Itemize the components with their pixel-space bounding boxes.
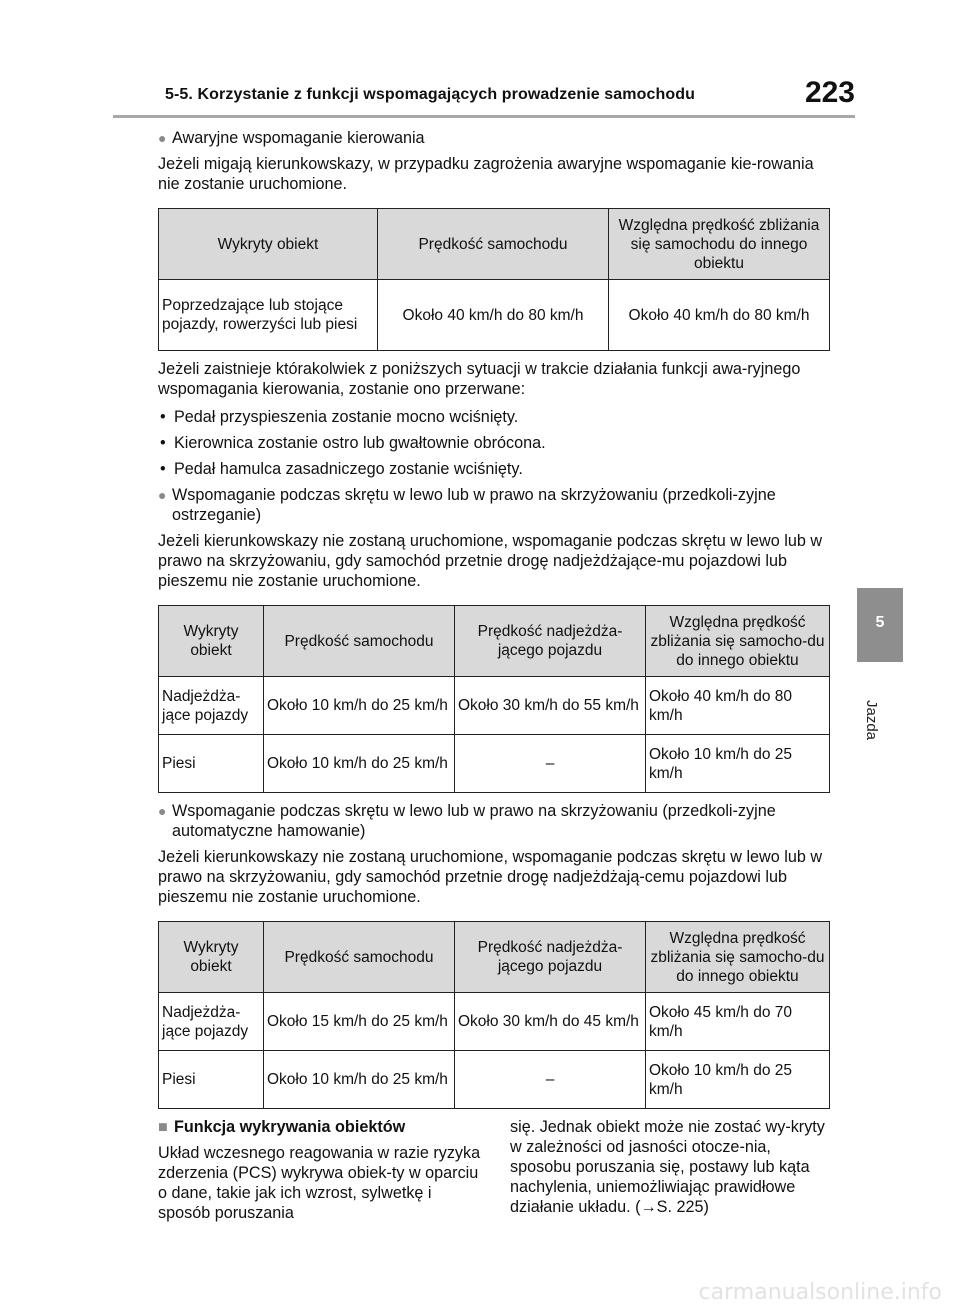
- table-row: [159, 1051, 830, 1109]
- table-cell: Nadjeżdża-jące pojazdy: [159, 677, 264, 735]
- table-cell: Około 10 km/h do 25 km/h: [646, 735, 830, 793]
- page-content: [158, 128, 830, 1227]
- chapter-side-label: Jazda: [863, 700, 880, 741]
- watermark: carmanualsonline.info: [698, 1280, 942, 1305]
- chapter-title: 5-5. Korzystanie z funkcji wspomagających prowadzenie samochodu: [165, 86, 695, 103]
- table-header-cell: Wykryty obiekt: [159, 209, 378, 280]
- table-row: [159, 735, 830, 793]
- paragraph: Jeżeli migają kierunkowskazy, w przypadku zagrożenia awaryjne wspomaganie kie-rowania nie zostanie uruchomione.: [158, 155, 814, 193]
- paragraph: Jeżeli zaistnieje którakolwiek z poniższych sytuacji w trakcie działania funkcji awa-ryjnego wspomagania kierowania, zostanie ono przerwane:: [158, 360, 801, 398]
- table-header-cell: Wykryty obiekt: [159, 606, 264, 677]
- table-header-cell: Względna prędkość zbliżania się samocho-du do innego obiektu: [646, 606, 830, 677]
- page-number: 223: [804, 76, 855, 109]
- table-cell: Około 10 km/h do 25 km/h: [264, 735, 455, 793]
- table-cell: Około 40 km/h do 80 km/h: [378, 280, 609, 351]
- table-cell: Około 40 km/h do 80 km/h: [609, 280, 830, 351]
- table-header-cell: Względna prędkość zbliżania się samochodu do innego obiektu: [609, 209, 830, 280]
- section-heading-text: Wspomaganie podczas skrętu w lewo lub w prawo na skrzyżowaniu (przedkoli-zyjne automatyczne hamowanie): [172, 802, 776, 840]
- two-column-section: [158, 1117, 830, 1227]
- table-cell: Około 40 km/h do 80 km/h: [646, 677, 830, 735]
- table-turn-warning: [158, 605, 830, 793]
- table-cell: Piesi: [159, 735, 264, 793]
- table-row: [159, 993, 830, 1051]
- section-heading-turn-warning: [158, 485, 830, 525]
- table-header-cell: Prędkość samochodu: [264, 606, 455, 677]
- bullet-circle-icon: ●: [158, 803, 167, 819]
- bullet-circle-icon: ●: [158, 130, 167, 146]
- section-heading-text: Funkcja wykrywania obiektów: [174, 1118, 406, 1136]
- list-item: • Kierownica zostanie ostro lub gwałtownie obrócona.: [160, 434, 546, 452]
- table-header-row: [159, 209, 830, 280]
- section-heading-text: Wspomaganie podczas skrętu w lewo lub w prawo na skrzyżowaniu (przedkoli-zyjne ostrzeganie): [172, 486, 776, 524]
- table-cell: Około 45 km/h do 70 km/h: [646, 993, 830, 1051]
- table-cell: Około 10 km/h do 25 km/h: [264, 677, 455, 735]
- header-divider: [113, 115, 855, 118]
- section-heading-emergency-steering: [158, 128, 830, 148]
- table-header-cell: Wykryty obiekt: [159, 922, 264, 993]
- table-header-row: [159, 922, 830, 993]
- table-cell: Około 10 km/h do 25 km/h: [264, 1051, 455, 1109]
- table-header-cell: Prędkość samochodu: [264, 922, 455, 993]
- section-heading-text: Awaryjne wspomaganie kierowania: [172, 129, 425, 147]
- table-cell: Nadjeżdża-jące pojazdy: [159, 993, 264, 1051]
- table-cell: Około 30 km/h do 55 km/h: [455, 677, 646, 735]
- column-right: [510, 1117, 830, 1217]
- table-header-cell: Prędkość nadjeżdża-jącego pojazdu: [455, 922, 646, 993]
- table-header-cell: Prędkość samochodu: [378, 209, 609, 280]
- section-heading-turn-braking: [158, 801, 830, 841]
- table-cell: –: [455, 735, 646, 793]
- table-cell: Około 10 km/h do 25 km/h: [646, 1051, 830, 1109]
- table-turn-braking: [158, 921, 830, 1109]
- table-cell: Około 15 km/h do 25 km/h: [264, 993, 455, 1051]
- table-emergency-steering: [158, 208, 830, 351]
- table-cell: –: [455, 1051, 646, 1109]
- paragraph: Układ wczesnego reagowania w razie ryzyka zderzenia (PCS) wykrywa obiek-ty w oparciu o dane, takie jak ich wzrost, sylwetkę i sposób poruszania: [158, 1144, 481, 1222]
- bullet-circle-icon: ●: [158, 487, 167, 503]
- paragraph: Jeżeli kierunkowskazy nie zostaną uruchomione, wspomaganie podczas skrętu w lewo lub w prawo na skrzyżowaniu, gdy samochód przetnie drogę nadjeżdżające-mu pojazdowi lub pieszemu nie zostanie uruchomione.: [158, 532, 823, 590]
- table-row: [159, 280, 830, 351]
- list-item: • Pedał hamulca zasadniczego zostanie wciśnięty.: [160, 460, 523, 478]
- chapter-tab-number: 5: [875, 614, 885, 631]
- table-row: [159, 677, 830, 735]
- table-cell: Poprzedzające lub stojące pojazdy, rowerzyści lub piesi: [159, 280, 378, 351]
- paragraph: się. Jednak obiekt może nie zostać wy-kryty w zależności od jasności otocze-nia, sposobu poruszania się, postawy lub kąta nachylenia, uniemożliwiając prawidłowe działanie układu. (→S. 225): [510, 1118, 825, 1216]
- bullet-square-icon: ■: [158, 1118, 168, 1136]
- table-header-cell: Prędkość nadjeżdża-jącego pojazdu: [455, 606, 646, 677]
- chapter-tab: [857, 588, 903, 662]
- table-cell: Piesi: [159, 1051, 264, 1109]
- table-header-cell: Względna prędkość zbliżania się samocho-du do innego obiektu: [646, 922, 830, 993]
- list-item: • Pedał przyspieszenia zostanie mocno wciśnięty.: [160, 408, 519, 426]
- column-left: [158, 1117, 488, 1223]
- paragraph: Jeżeli kierunkowskazy nie zostaną uruchomione, wspomaganie podczas skrętu w lewo lub w prawo na skrzyżowaniu, gdy samochód przetnie drogę nadjeżdżają-cemu pojazdowi lub pieszemu nie zostanie uruchomione.: [158, 848, 823, 906]
- page-header: [165, 78, 855, 118]
- table-header-row: [159, 606, 830, 677]
- section-heading-object-detection: [158, 1117, 488, 1137]
- table-cell: Około 30 km/h do 45 km/h: [455, 993, 646, 1051]
